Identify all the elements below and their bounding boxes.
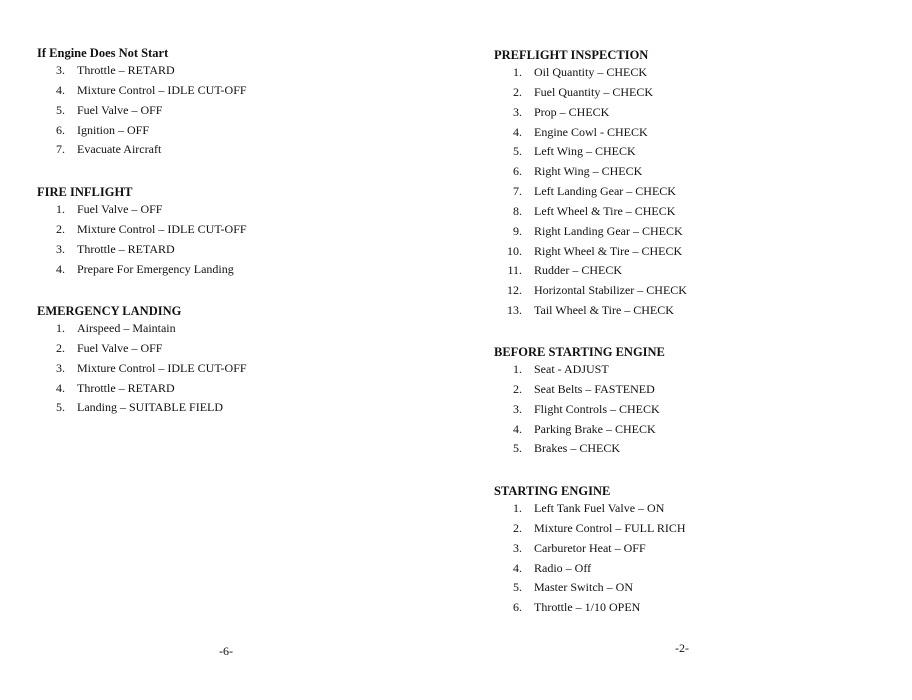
item-number: 2. bbox=[513, 381, 522, 396]
item-text: Brakes – CHECK bbox=[534, 441, 620, 456]
list-item bbox=[494, 578, 633, 598]
item-number: 3. bbox=[56, 241, 65, 256]
section-starting-engine bbox=[494, 483, 686, 618]
item-text: Fuel Valve – OFF bbox=[77, 340, 163, 355]
section-if-engine-does-not-start bbox=[37, 45, 247, 160]
item-number: 3. bbox=[513, 540, 522, 555]
item-number: 12. bbox=[507, 283, 522, 298]
item-number: 2. bbox=[56, 221, 65, 236]
item-number: 2. bbox=[513, 84, 522, 99]
item-number: 4. bbox=[56, 380, 65, 395]
list-item bbox=[494, 182, 676, 202]
list-item bbox=[494, 222, 683, 242]
list-item bbox=[494, 439, 665, 459]
list-item bbox=[37, 101, 168, 121]
list-item bbox=[494, 202, 676, 222]
item-number: 13. bbox=[507, 303, 522, 318]
item-text: Mixture Control – IDLE CUT-OFF bbox=[77, 360, 247, 375]
list-item bbox=[37, 61, 175, 81]
item-number: 1. bbox=[513, 501, 522, 515]
item-number: 10. bbox=[507, 243, 522, 258]
item-number: 1. bbox=[513, 362, 522, 376]
item-number: 8. bbox=[513, 203, 522, 218]
item-number: 5. bbox=[513, 144, 522, 159]
list-item bbox=[494, 301, 674, 321]
item-number: 5. bbox=[513, 580, 522, 595]
item-text: Engine Cowl - CHECK bbox=[534, 124, 648, 139]
item-text: Parking Brake – CHECK bbox=[534, 421, 656, 436]
list-item bbox=[494, 400, 665, 420]
item-text: Prop – CHECK bbox=[534, 104, 610, 119]
section-title: BEFORE STARTING ENGINE bbox=[494, 345, 665, 359]
item-number: 4. bbox=[513, 124, 522, 139]
item-text: Fuel Valve – OFF bbox=[77, 102, 163, 117]
item-text: Right Wheel & Tire – CHECK bbox=[534, 243, 683, 258]
list-item bbox=[37, 140, 168, 160]
item-text: Throttle – RETARD bbox=[77, 241, 175, 256]
list-item bbox=[37, 319, 181, 339]
item-number: 1. bbox=[513, 65, 522, 79]
list-item bbox=[37, 379, 181, 399]
item-number: 3. bbox=[513, 401, 522, 416]
item-text: Tail Wheel & Tire – CHECK bbox=[534, 303, 674, 318]
item-text: Throttle – 1/10 OPEN bbox=[534, 600, 641, 615]
item-number: 3. bbox=[56, 360, 65, 375]
item-text: Rudder – CHECK bbox=[534, 263, 622, 278]
list-item bbox=[494, 242, 683, 262]
list-item bbox=[494, 261, 648, 281]
item-text: Horizontal Stabilizer – CHECK bbox=[534, 283, 687, 298]
item-text: Left Wheel & Tire – CHECK bbox=[534, 203, 676, 218]
checklist bbox=[37, 319, 247, 418]
page-number: -6- bbox=[219, 644, 233, 658]
section-title: FIRE INFLIGHT bbox=[37, 185, 133, 199]
section-title: PREFLIGHT INSPECTION bbox=[494, 48, 649, 62]
checklist bbox=[37, 200, 247, 279]
list-item bbox=[494, 380, 665, 400]
page-number: -2- bbox=[675, 641, 689, 655]
item-text: Left Wing – CHECK bbox=[534, 144, 636, 159]
item-number: 7. bbox=[56, 142, 65, 157]
section-emergency-landing bbox=[37, 303, 247, 418]
list-item bbox=[494, 539, 646, 559]
item-text: Throttle – RETARD bbox=[77, 380, 175, 395]
item-text: Mixture Control – IDLE CUT-OFF bbox=[77, 82, 247, 97]
list-item bbox=[494, 83, 653, 103]
item-text: Landing – SUITABLE FIELD bbox=[77, 400, 224, 415]
item-text: Mixture Control – IDLE CUT-OFF bbox=[77, 221, 247, 236]
list-item bbox=[494, 499, 665, 519]
item-text: Ignition – OFF bbox=[77, 122, 150, 137]
item-text: Radio – Off bbox=[534, 560, 592, 575]
checklist bbox=[494, 360, 665, 459]
item-text: Mixture Control – FULL RICH bbox=[534, 520, 686, 535]
item-number: 4. bbox=[56, 261, 65, 276]
item-number: 6. bbox=[513, 600, 522, 615]
item-number: 5. bbox=[56, 102, 65, 117]
list-item bbox=[494, 123, 648, 143]
item-text: Oil Quantity – CHECK bbox=[534, 65, 647, 79]
list-item bbox=[494, 598, 641, 618]
list-item bbox=[494, 142, 648, 162]
item-text: Fuel Quantity – CHECK bbox=[534, 84, 653, 99]
item-text: Seat - ADJUST bbox=[534, 362, 609, 376]
item-text: Left Tank Fuel Valve – ON bbox=[534, 501, 665, 515]
item-number: 6. bbox=[56, 122, 65, 137]
list-item bbox=[37, 398, 224, 418]
item-text: Right Landing Gear – CHECK bbox=[534, 223, 683, 238]
item-number: 11. bbox=[507, 263, 522, 278]
list-item bbox=[37, 200, 163, 220]
item-number: 6. bbox=[513, 164, 522, 179]
item-number: 1. bbox=[56, 321, 65, 335]
list-item bbox=[37, 339, 181, 359]
item-number: 9. bbox=[513, 223, 522, 238]
checklist bbox=[37, 61, 247, 160]
list-item bbox=[37, 240, 175, 260]
list-item bbox=[37, 260, 234, 280]
item-number: 5. bbox=[56, 400, 65, 415]
list-item bbox=[494, 281, 687, 301]
section-before-starting-engine bbox=[494, 344, 665, 459]
section-fire-inflight bbox=[37, 184, 247, 279]
section-title: If Engine Does Not Start bbox=[37, 46, 169, 60]
item-number: 4. bbox=[513, 560, 522, 575]
item-text: Prepare For Emergency Landing bbox=[77, 261, 234, 276]
list-item bbox=[494, 420, 665, 440]
item-text: Airspeed – Maintain bbox=[77, 321, 176, 335]
item-number: 2. bbox=[56, 340, 65, 355]
list-item bbox=[37, 121, 168, 141]
section-title: STARTING ENGINE bbox=[494, 484, 611, 498]
list-item bbox=[494, 360, 665, 380]
item-number: 4. bbox=[56, 82, 65, 97]
list-item bbox=[494, 559, 610, 579]
item-text: Seat Belts – FASTENED bbox=[534, 381, 655, 396]
checklist bbox=[494, 499, 686, 618]
list-item bbox=[37, 220, 247, 240]
checklist bbox=[494, 63, 687, 321]
item-text: Left Landing Gear – CHECK bbox=[534, 184, 676, 199]
list-item bbox=[37, 81, 247, 101]
item-number: 3. bbox=[56, 63, 65, 77]
item-text: Throttle – RETARD bbox=[77, 63, 175, 77]
item-number: 4. bbox=[513, 421, 522, 436]
item-number: 3. bbox=[513, 104, 522, 119]
item-text: Evacuate Aircraft bbox=[77, 142, 162, 157]
section-title: EMERGENCY LANDING bbox=[37, 304, 182, 318]
item-number: 7. bbox=[513, 184, 522, 199]
list-item bbox=[37, 359, 247, 379]
list-item bbox=[494, 63, 648, 83]
list-item bbox=[494, 162, 648, 182]
item-text: Fuel Valve – OFF bbox=[77, 202, 163, 216]
list-item bbox=[494, 103, 648, 123]
item-text: Flight Controls – CHECK bbox=[534, 401, 660, 416]
section-preflight-inspection bbox=[494, 47, 687, 321]
item-text: Carburetor Heat – OFF bbox=[534, 540, 646, 555]
list-item bbox=[494, 519, 686, 539]
item-number: 2. bbox=[513, 520, 522, 535]
item-text: Right Wing – CHECK bbox=[534, 164, 643, 179]
item-number: 1. bbox=[56, 202, 65, 216]
item-number: 5. bbox=[513, 441, 522, 456]
right-page bbox=[456, 0, 912, 700]
item-text: Master Switch – ON bbox=[534, 580, 633, 595]
